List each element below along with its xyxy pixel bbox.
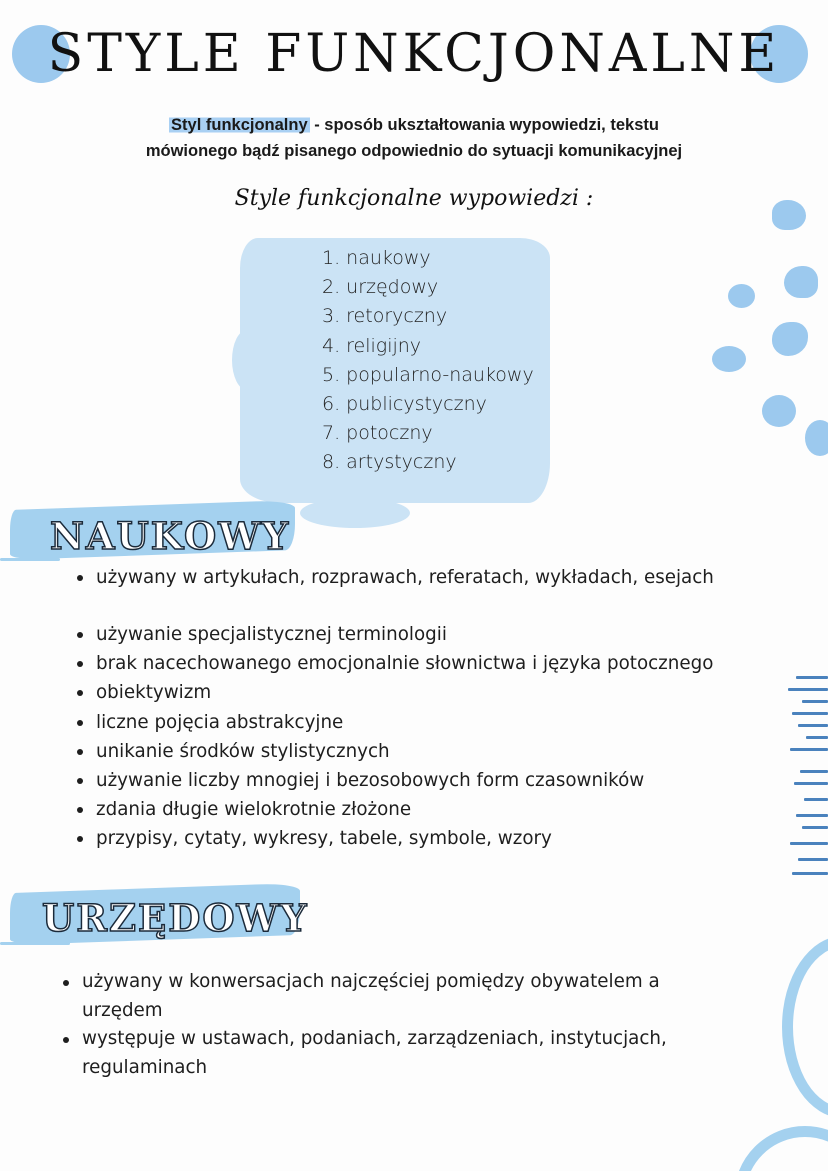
bullet-icon <box>77 836 83 842</box>
list-item <box>72 737 713 766</box>
definition-line2: mówionego bądź pisanego odpowiednio do sytuacji komunikacyjnej <box>145 142 683 160</box>
brush-streak <box>0 558 60 561</box>
list-item-text: urzędem <box>82 999 163 1021</box>
list-item <box>72 649 713 678</box>
list-item <box>72 795 713 824</box>
brush-streak <box>0 942 70 945</box>
decorative-blob <box>805 420 828 456</box>
bullet-icon <box>77 632 83 638</box>
list-item: 5. popularno-naukowy <box>322 363 534 386</box>
list-item <box>72 766 713 795</box>
decorative-blob <box>712 346 746 372</box>
bullet-icon <box>77 749 83 755</box>
list-background-splash <box>232 330 262 390</box>
decorative-blob <box>772 200 806 230</box>
list-item-text: zdania długie wielokrotnie złożone <box>96 799 412 821</box>
list-item-text: liczne pojęcia abstrakcyjne <box>96 711 344 733</box>
decorative-ring <box>782 936 828 1118</box>
list-item-text: używanie specjalistycznej terminologii <box>96 624 447 645</box>
list-item-text: używany w artykułach, rozprawach, referatach, wykładach, esejach <box>96 567 714 588</box>
decorative-blob <box>772 322 808 356</box>
list-item <box>72 678 713 707</box>
list-item: 8. artystyczny <box>322 451 457 474</box>
list-item-text: przypisy, cytaty, wykresy, tabele, symbole, wzory <box>96 828 552 850</box>
decorative-ring-clip <box>728 1110 828 1171</box>
bullet-icon <box>77 720 83 726</box>
styles-list <box>322 244 534 478</box>
bullet-icon <box>77 690 83 696</box>
decorative-blob <box>784 266 818 298</box>
list-item: 3. retoryczny <box>322 305 448 328</box>
list-item: 2. urzędowy <box>322 276 439 299</box>
decorative-blob <box>762 395 796 427</box>
definition-term: Styl funkcjonalny <box>171 116 308 134</box>
section-heading-naukowy: NAUKOWY <box>50 514 291 558</box>
page-title: STYLE FUNKCJONALNE <box>47 24 781 84</box>
list-item: 1. naukowy <box>322 247 431 269</box>
list-item-text: obiektywizm <box>96 682 212 704</box>
bullet-icon <box>77 661 83 667</box>
list-item <box>72 563 714 592</box>
list-item-text: używany w konwersacjach najczęściej pomiędzy obywatelem a <box>82 971 660 992</box>
bullet-icon <box>77 575 83 581</box>
decorative-blob <box>728 284 755 308</box>
list-item: 6. publicystyczny <box>322 393 487 416</box>
definition-rest: - sposób ukształtowania wypowiedzi, tekstu <box>309 116 659 134</box>
list-item <box>72 708 713 737</box>
list-item-text: występuje w ustawach, podaniach, zarządzeniach, instytucjach, <box>82 1028 667 1049</box>
decorative-dash-pattern <box>788 672 828 882</box>
list-item <box>72 620 713 649</box>
bullet-icon <box>63 980 69 986</box>
list-item <box>58 1025 667 1082</box>
list-item <box>58 968 667 1025</box>
urzedowy-list <box>58 968 667 1082</box>
bullet-icon <box>77 807 83 813</box>
section-heading-urzedowy: URZĘDOWY <box>42 896 309 940</box>
list-item-text: unikanie środków stylistycznych <box>96 740 390 762</box>
list-item-text: brak nacechowanego emocjonalnie słownictwa i języka potocznego <box>96 653 714 675</box>
naukowy-list <box>72 620 713 854</box>
list-item-text: regulaminach <box>82 1056 208 1078</box>
naukowy-first-list <box>72 563 714 592</box>
list-item-text: używanie liczby mnogiej i bezosobowych form czasowników <box>96 770 645 792</box>
bullet-icon <box>77 778 83 784</box>
list-background-splash <box>300 498 410 528</box>
list-item <box>72 824 713 853</box>
list-item: 7. potoczny <box>322 422 433 445</box>
definition <box>0 112 828 164</box>
list-subtitle: Style funkcjonalne wypowiedzi : <box>234 186 594 211</box>
bullet-icon <box>63 1037 69 1043</box>
list-item: 4. religijny <box>322 334 422 357</box>
decorative-ring <box>734 1126 828 1171</box>
